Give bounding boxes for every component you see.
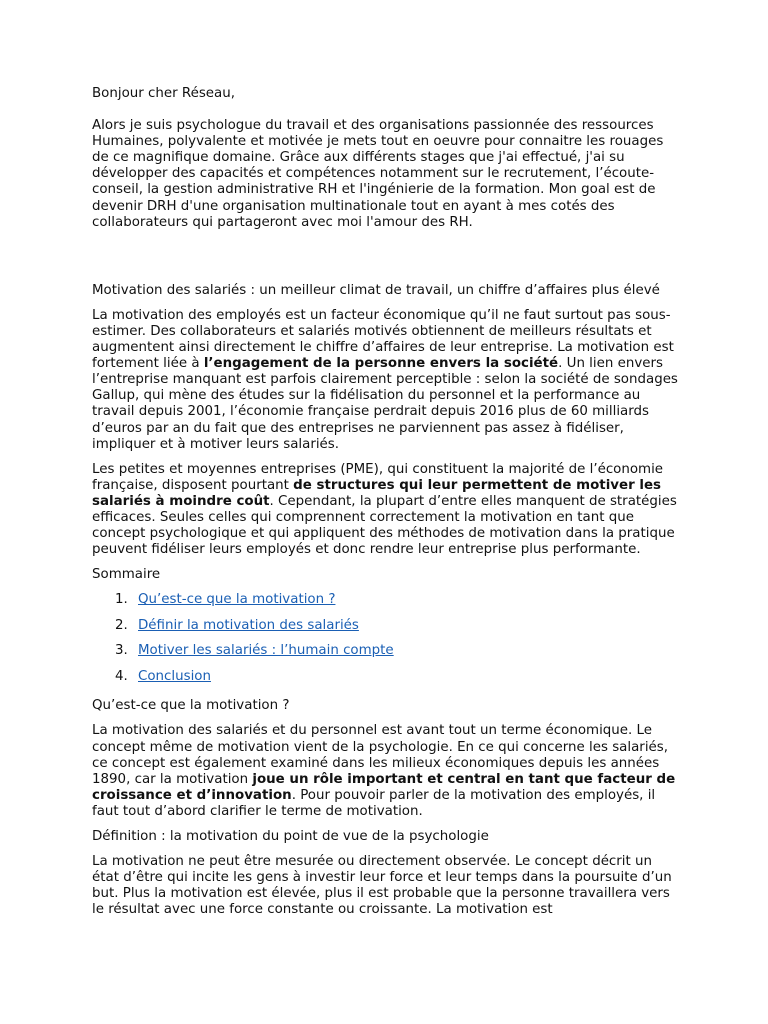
table-of-contents <box>92 592 682 694</box>
toc-number: 4. <box>115 668 128 684</box>
article-title: Motivation des salariés : un meilleur climat de travail, un chiffre d’affaires plus élevé <box>92 282 660 298</box>
text-run: La motivation des employés est un facteur économique qu’il ne faut surtout pas sous-estimer. Des collaborateurs et salariés motivés obtiennent de meilleurs résultats et augmentent ainsi directement le chiffre d’affaires de leur entreprise. La motivation est fortement liée à <box>92 307 674 372</box>
toc-item <box>92 618 682 644</box>
toc-number: 1. <box>115 592 128 608</box>
toc-item <box>92 592 682 618</box>
text-run: La motivation des salariés et du personnel est avant tout un terme économique. Le concept même de motivation vient de la psychologie. En ce qui concerne les salariés, ce concept est également examiné dans les milieux économiques depuis les années 1890, car la motivation <box>92 723 669 787</box>
greeting: Bonjour cher Réseau, <box>92 86 235 101</box>
toc-link-motivation[interactable]: Qu’est-ce que la motivation ? <box>138 592 336 608</box>
paragraph-definition: La motivation ne peut être mesurée ou directement observée. Le concept décrit un état d’être qui incite les gens à investir leur force et leur temps dans la poursuite d’un but. Plus la motivation est élevée, plus il est probable que la personne travaillera vers le résultat avec une force constante ou croissante. La motivation est <box>92 854 672 918</box>
text-run: . Cependant, la plupart d’entre elles manquent de stratégies efficaces. Seules celles qui comprennent correctement la motivation en tant que concept psychologique et qui appliquent des méthodes de motivation dans la pratique peuvent fidéliser leurs employés et donc rendre leur entreprise plus performante. <box>92 493 677 558</box>
paragraph-economic-term <box>92 723 682 820</box>
toc-number: 2. <box>115 617 128 633</box>
definition-title: Définition : la motivation du point de vue de la psychologie <box>92 829 489 844</box>
toc-link-motiver[interactable]: Motiver les salariés : l’humain compte <box>138 643 394 659</box>
toc-number: 3. <box>115 643 128 659</box>
paragraph-engagement <box>92 308 682 453</box>
toc-item <box>92 669 682 695</box>
text-run: Les petites et moyennes entreprises (PME), qui constituent la majorité de l’économie française, disposent pourtant <box>92 461 664 493</box>
paragraph-pme <box>92 462 682 559</box>
document-page <box>92 86 682 927</box>
text-run: . Un lien envers l’entreprise manquant est parfois clairement perceptible : selon la société de sondages Gallup, qui mène des études sur la fidélisation du personnel et la performance au travail depuis 2001, l’économie française perdrait depuis 2016 plus de 60 milliards d’euros par an du fait que des entreprises ne parviennent pas assez à fidéliser, impliquer et à motiver leurs salariés. <box>92 356 678 452</box>
bold-text: de structures qui leur permettent de motiver les salariés à moindre coût <box>92 477 662 509</box>
section-title-motivation: Qu’est-ce que la motivation ? <box>92 698 290 714</box>
bold-text: joue un rôle important et central en tant que facteur de croissance et d’innovation <box>92 771 676 803</box>
bold-text: l’engagement de la personne envers la société <box>203 356 559 372</box>
toc-link-definir[interactable]: Définir la motivation des salariés <box>138 617 359 633</box>
text-run: . Pour pouvoir parler de la motivation des employés, il faut tout d’abord clarifier le terme de motivation. <box>92 787 656 819</box>
toc-item <box>92 643 682 669</box>
toc-heading: Sommaire <box>92 567 161 583</box>
toc-link-conclusion[interactable]: Conclusion <box>138 668 211 684</box>
intro-paragraph: Alors je suis psychologue du travail et des organisations passionnée des ressources Humaines, polyvalente et motivée je mets tout en oeuvre pour connaitre les rouages de ce magnifique domaine. Grâce aux différents stages que j'ai effectué, j'ai su développer des capacités et compétences notamment sur le recrutement, l’écoute-conseil, la gestion administrative RH et l'ingénierie de la formation. Mon goal est de devenir DRH d'une organisation multinationale tout en ayant à mes cotés des collaborateurs qui partageront avec moi l'amour des RH. <box>92 118 664 230</box>
